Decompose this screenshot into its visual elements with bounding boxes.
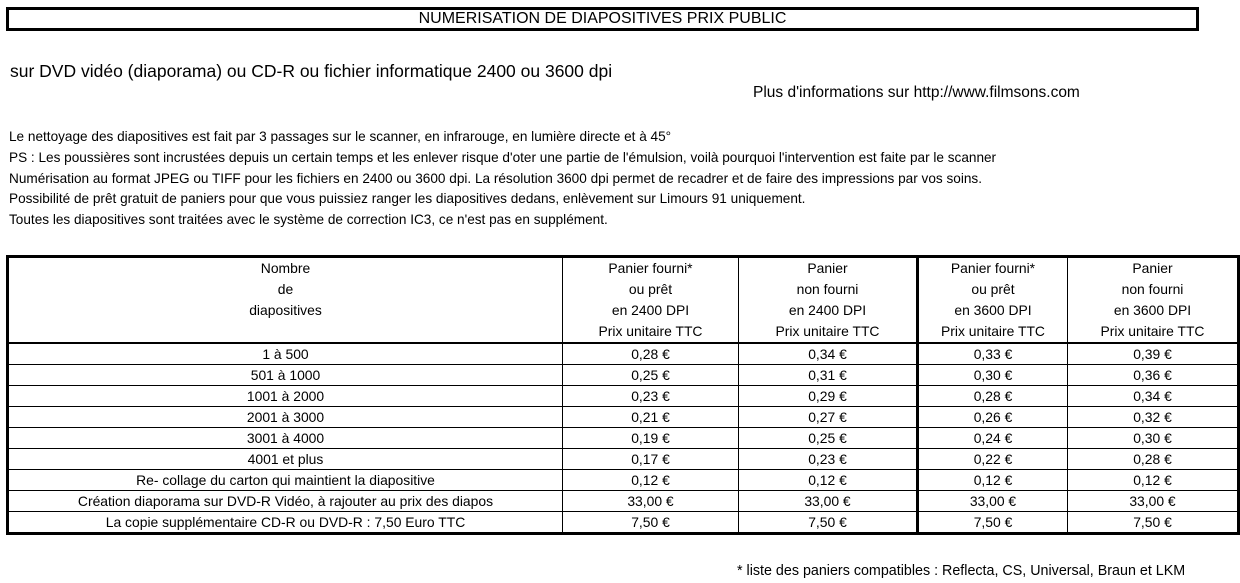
header-2400-not-supplied [739, 257, 918, 344]
table-row [8, 470, 1239, 491]
cell-price: 0,32 € [1068, 407, 1239, 428]
table-row [8, 343, 1239, 365]
header-line: Prix unitaire TTC [941, 323, 1045, 339]
cell-price: 0,25 € [739, 428, 918, 449]
note-line: Possibilité de prêt gratuit de paniers pour que vous puissiez ranger les diapositives dedans, enlèvement sur Limours 91 uniquement. [9, 191, 806, 207]
header-line: non fourni [1121, 281, 1184, 297]
header-line: en 3600 DPI [1113, 302, 1192, 318]
page-title: NUMERISATION DE DIAPOSITIVES PRIX PUBLIC [418, 10, 787, 27]
table-header-row [8, 257, 1239, 344]
header-line: non fourni [796, 281, 859, 297]
subtitle: sur DVD vidéo (diaporama) ou CD-R ou fichier informatique 2400 ou 3600 dpi [10, 61, 613, 81]
header-line: ou prêt [628, 281, 673, 297]
header-line: Panier [1132, 260, 1173, 276]
header-line [9, 321, 562, 342]
cell-quantity: 501 à 1000 [8, 365, 563, 386]
header-line: en 2400 DPI [788, 302, 867, 318]
cell-price: 0,28 € [563, 343, 739, 365]
cell-price: 0,21 € [563, 407, 739, 428]
note-line: Toutes les diapositives sont traitées avec le système de correction IC3, ce n'est pas en supplément. [9, 212, 608, 228]
cell-service: Création diaporama sur DVD-R Vidéo, à rajouter au prix des diapos [8, 491, 563, 512]
cell-quantity: 1001 à 2000 [8, 386, 563, 407]
note-line: Le nettoyage des diapositives est fait par 3 passages sur le scanner, en infrarouge, en lumière directe et à 45° [9, 129, 672, 144]
header-line: Nombre [260, 260, 311, 276]
header-line: Panier fourni* [950, 260, 1036, 276]
table-row [8, 449, 1239, 470]
cell-price: 0,23 € [739, 449, 918, 470]
cell-price: 0,26 € [918, 407, 1068, 428]
header-line: Prix unitaire TTC [598, 323, 703, 339]
cell-price: 0,30 € [1068, 428, 1239, 449]
table-row [8, 365, 1239, 386]
cell-price: 0,31 € [739, 365, 918, 386]
cell-service: Re- collage du carton qui maintient la diapositive [8, 470, 563, 491]
header-3600-supplied [918, 257, 1068, 344]
table-row [8, 428, 1239, 449]
table-row [8, 407, 1239, 428]
header-line: Panier fourni* [608, 260, 693, 276]
info-link: Plus d'informations sur http://www.filmsons.com [753, 84, 1080, 101]
cell-price: 0,28 € [1068, 449, 1239, 470]
page-title-box [6, 7, 1199, 31]
table-row [8, 512, 1239, 534]
cell-price: 0,23 € [563, 386, 739, 407]
cell-price: 0,33 € [918, 343, 1068, 365]
cell-quantity: 4001 et plus [8, 449, 563, 470]
header-3600-not-supplied [1068, 257, 1239, 344]
cell-quantity: 1 à 500 [8, 343, 563, 365]
header-line: de [277, 281, 294, 297]
cell-price: 0,17 € [563, 449, 739, 470]
cell-price: 33,00 € [739, 491, 918, 512]
header-line: Panier [807, 260, 848, 276]
note-line: PS : Les poussières sont incrustées depuis un certain temps et les enlever risque d'oter une partie de l'émulsion, voilà pourquoi l'intervention est faite par le scanner [9, 149, 997, 165]
cell-price: 0,28 € [918, 386, 1068, 407]
cell-price: 0,36 € [1068, 365, 1239, 386]
header-2400-supplied [563, 257, 739, 344]
cell-quantity: 2001 à 3000 [8, 407, 563, 428]
cell-price: 0,19 € [563, 428, 739, 449]
notes [9, 127, 996, 231]
footnote: * liste des paniers compatibles : Reflecta, CS, Universal, Braun et LKM [737, 563, 1186, 579]
cell-price: 33,00 € [1068, 491, 1239, 512]
table-row [8, 491, 1239, 512]
cell-price: 0,39 € [1133, 346, 1172, 362]
cell-price: 7,50 € [918, 512, 1068, 534]
header-line: ou prêt [971, 281, 1015, 297]
cell-price: 0,24 € [918, 428, 1068, 449]
cell-price: 0,22 € [918, 449, 1068, 470]
cell-price: 7,50 € [563, 512, 739, 534]
cell-price: 0,12 € [1068, 470, 1239, 491]
cell-price: 0,12 € [563, 470, 739, 491]
cell-price: 0,27 € [739, 407, 918, 428]
header-line: en 2400 DPI [611, 302, 690, 318]
cell-price: 33,00 € [918, 491, 1068, 512]
cell-price: 0,25 € [563, 365, 739, 386]
header-line: en 3600 DPI [954, 302, 1032, 318]
cell-price: 0,12 € [918, 470, 1068, 491]
cell-quantity: 3001 à 4000 [8, 428, 563, 449]
header-line: Prix unitaire TTC [1100, 323, 1205, 339]
cell-price: 0,30 € [918, 365, 1068, 386]
cell-price: 0,34 € [1068, 386, 1239, 407]
cell-price: 33,00 € [563, 491, 739, 512]
header-quantity [8, 257, 563, 344]
header-line: Prix unitaire TTC [775, 323, 880, 339]
cell-price: 7,50 € [1068, 512, 1239, 534]
price-table [6, 255, 1240, 535]
table-row [8, 386, 1239, 407]
cell-price: 0,34 € [739, 343, 918, 365]
cell-price: 0,29 € [739, 386, 918, 407]
cell-price: 7,50 € [739, 512, 918, 534]
cell-service: La copie supplémentaire CD-R ou DVD-R : 7,50 Euro TTC [8, 512, 563, 534]
note-line: Numérisation au format JPEG ou TIFF pour les fichiers en 2400 ou 3600 dpi. La résolution 3600 dpi permet de recadrer et de faire des impressions par vos soins. [9, 170, 982, 186]
cell-price: 0,12 € [739, 470, 918, 491]
header-line: diapositives [249, 302, 322, 318]
